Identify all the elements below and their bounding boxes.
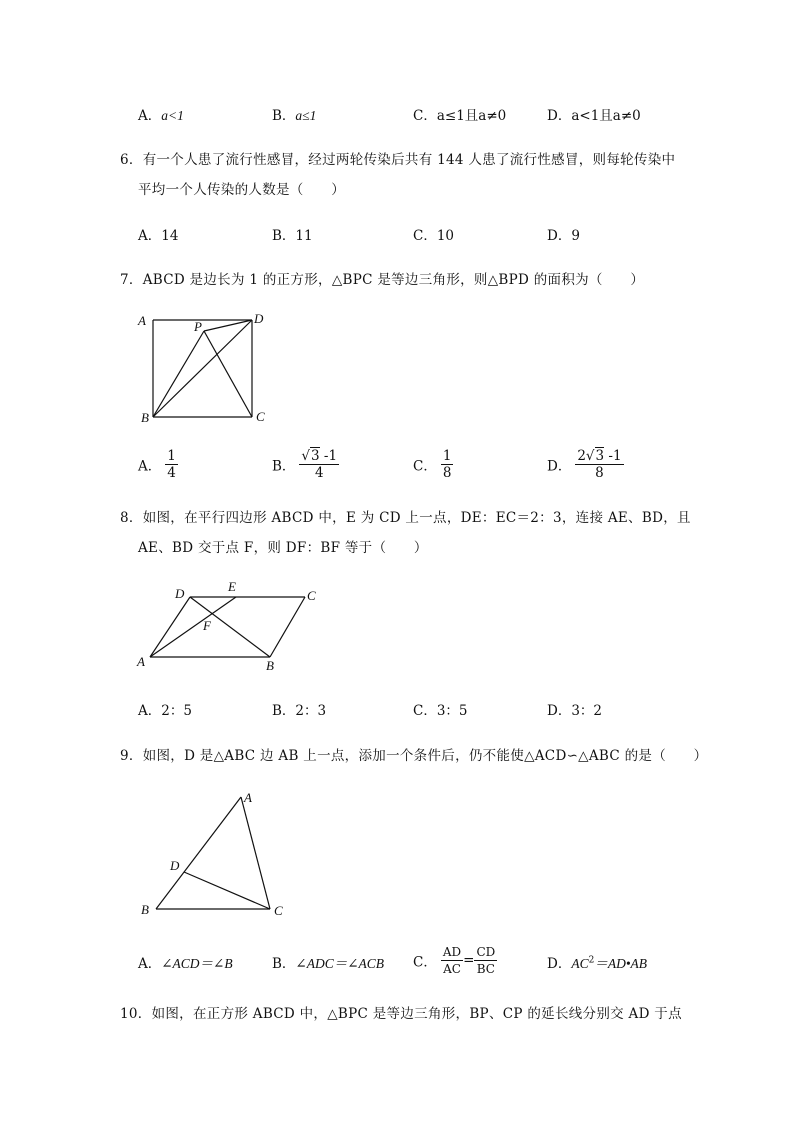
q5-option-a[interactable]: A．a<1 (138, 108, 184, 124)
q7-segment-pd (204, 320, 252, 331)
q8-label-c: C (307, 588, 316, 603)
q9-option-b[interactable]: B．∠ADC＝∠ACB (272, 956, 385, 972)
q8-edge-bc (270, 597, 305, 657)
q9-option-c-fraction-right: $\frac{CD}{BC}$ (476, 945, 496, 976)
radical-sign-icon: √ (301, 448, 311, 464)
q8-segment-ae (150, 597, 236, 657)
q5-option-d[interactable]: D．a<1且a≠0 (547, 108, 641, 124)
q8-label-e: E (228, 579, 236, 594)
q8-option-c[interactable]: C．3：5 (413, 703, 468, 719)
q8-stem-line1: 8．如图，在平行四边形 ABCD 中，E 为 CD 上一点，DE：EC＝2：3，连接 AE、BD，且 (120, 510, 691, 526)
q9-option-c-fraction-left: $\frac{AD}{AC}$ (442, 945, 462, 976)
q8-option-b[interactable]: B．2：3 (272, 703, 327, 719)
q7-option-d-fraction: $\frac{2√3 -1}{8}$ (577, 448, 622, 481)
q6-stem-line2: 平均一个人传染的人数是（ ） (138, 182, 345, 198)
q6-option-a[interactable]: A．14 (138, 228, 179, 244)
q7-square-figure (130, 305, 280, 430)
q8-option-d[interactable]: D．3：2 (547, 703, 603, 719)
q9-label-d: D (170, 858, 180, 873)
q9-edge-ac (241, 797, 270, 909)
q8-stem-line2: AE、BD 交于点 F，则 DF：BF 等于（ ） (138, 540, 428, 556)
q8-option-a[interactable]: A．2：5 (138, 703, 192, 719)
q6-option-d[interactable]: D．9 (547, 228, 580, 244)
q9-label-c: C (274, 903, 283, 918)
q7-label-c: C (256, 409, 265, 424)
q7-option-b[interactable]: B． $\frac{√3 -1}{4}$ (272, 448, 338, 481)
q8-segment-bd (190, 597, 270, 657)
q7-option-d[interactable]: D． $\frac{2√3 -1}{8}$ (547, 448, 622, 481)
q7-label-b: B (141, 410, 149, 425)
q7-option-c[interactable]: C． $\frac{1}{8}$ (413, 448, 452, 481)
q8-label-d: D (175, 586, 185, 601)
q8-edge-ad (150, 597, 190, 657)
q9-option-d[interactable]: D．$AC^2=AD•AB$ (547, 955, 648, 972)
q9-edge-ab (156, 797, 241, 909)
q6-stem-line1: 6．有一个人患了流行性感冒，经过两轮传染后共有 144 人患了流行性感冒，则每轮传染中 (120, 152, 676, 168)
q7-option-a-fraction: $\frac{1}{4}$ (167, 448, 176, 481)
q7-label-a: A (138, 313, 146, 328)
q7-label-p: P (194, 319, 202, 334)
q8-parallelogram-figure (130, 578, 330, 673)
q5-option-c[interactable]: C．a≤1且a≠0 (413, 108, 507, 124)
q9-option-a[interactable]: A．∠ACD＝∠B (138, 956, 233, 972)
radical-sign-icon: √ (585, 448, 595, 464)
q9-segment-dc (184, 872, 270, 909)
q9-label-a: A (244, 790, 252, 805)
q6-option-c[interactable]: C．10 (413, 228, 455, 244)
q7-label-d: D (254, 311, 264, 326)
q5-option-b[interactable]: B．a≤1 (272, 108, 317, 124)
q7-option-a[interactable]: A． $\frac{1}{4}$ (138, 448, 176, 481)
q8-label-a: A (137, 654, 145, 669)
q9-label-b: B (141, 902, 149, 917)
q9-stem: 9．如图，D 是△ABC 边 AB 上一点，添加一个条件后，仍不能使△ACD∽△ABC 的是（ ） (120, 748, 708, 764)
q8-label-f: F (203, 618, 211, 633)
q9-triangle-figure (130, 785, 300, 925)
q6-option-b[interactable]: B．11 (272, 228, 313, 244)
q10-stem-line1: 10．如图，在正方形 ABCD 中，△BPC 是等边三角形，BP、CP 的延长线分别交 AD 于点 (120, 1006, 682, 1022)
q7-option-b-fraction: $\frac{√3 -1}{4}$ (301, 448, 338, 481)
q7-stem: 7．ABCD 是边长为 1 的正方形，△BPC 是等边三角形，则△BPD 的面积为（ ） (120, 272, 645, 288)
q9-option-c[interactable]: C． $\frac{AD}{AC}$ = $\frac{CD}{BC}$ (413, 945, 496, 976)
q7-option-c-fraction: $\frac{1}{8}$ (442, 448, 452, 481)
q8-label-b: B (266, 658, 274, 673)
